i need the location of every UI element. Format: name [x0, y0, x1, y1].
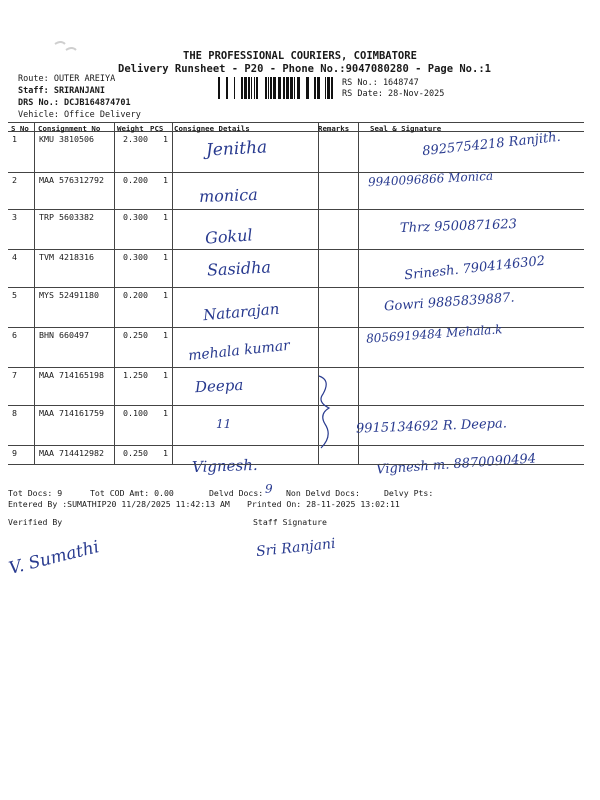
- row-divider: [8, 209, 584, 210]
- barcode: [218, 77, 334, 99]
- barcode-bar: [278, 77, 281, 99]
- row-consignment-no: MAA 576312792: [39, 175, 104, 185]
- delvd-docs-handwritten: 9: [265, 482, 273, 496]
- row-sno: 2: [12, 175, 17, 185]
- row-pcs: 1: [163, 330, 168, 340]
- delvd-docs: Delvd Docs:: [209, 488, 264, 498]
- row-pcs: 1: [163, 290, 168, 300]
- staff-signature: Sri Ranjani: [255, 535, 337, 561]
- barcode-bar: [218, 77, 220, 99]
- col-divider: [358, 122, 359, 464]
- row-divider: [8, 445, 584, 446]
- row-weight: 1.250: [123, 370, 148, 380]
- rs-no: RS No.: 1648747: [342, 78, 419, 88]
- non-delvd-docs: Non Delvd Docs:: [286, 488, 360, 498]
- barcode-bar: [234, 77, 235, 99]
- barcode-bar: [226, 77, 228, 99]
- table-top-line: [8, 122, 584, 123]
- staff-signature-label: Staff Signature: [253, 517, 327, 527]
- printed-on: Printed On: 28-11-2025 13:02:11: [247, 499, 400, 509]
- row-consignment-no: MYS 52491180: [39, 290, 99, 300]
- col-divider: [114, 122, 115, 464]
- ditto-bracket: [313, 374, 337, 454]
- row-consignee-name: monica: [198, 184, 259, 207]
- row-divider: [8, 249, 584, 250]
- barcode-bar: [317, 77, 320, 99]
- col-header-consignment: Consignment No: [38, 124, 101, 133]
- row-signature: Srinesh. 7904146302: [403, 253, 546, 284]
- col-divider: [172, 122, 173, 464]
- row-pcs: 1: [163, 408, 168, 418]
- barcode-bar: [306, 77, 309, 99]
- staff-text: Staff: SRIRANJANI: [18, 86, 105, 96]
- verified-by-label: Verified By: [8, 517, 63, 527]
- verified-signature: V. Sumathi: [6, 537, 102, 579]
- table-bottom-line: [8, 464, 584, 465]
- row-weight: 0.100: [123, 408, 148, 418]
- col-header-weight: Weight: [117, 124, 144, 133]
- row-sno: 7: [12, 370, 17, 380]
- row-consignment-no: TRP 5603382: [39, 212, 94, 222]
- row-signature: Thrz 9500871623: [399, 216, 518, 237]
- row-consignment-no: TVM 4218316: [39, 252, 94, 262]
- punch-mark: [52, 40, 78, 56]
- barcode-bar: [283, 77, 285, 99]
- col-header-seal: Seal & Signature: [370, 124, 442, 133]
- row-divider: [8, 405, 584, 406]
- delvy-pts: Delvy Pts:: [384, 488, 434, 498]
- row-pcs: 1: [163, 448, 168, 458]
- row-consignment-no: MAA 714412982: [39, 448, 104, 458]
- barcode-bar: [273, 77, 276, 99]
- row-weight: 0.300: [123, 212, 148, 222]
- barcode-bar: [290, 77, 293, 99]
- row-consignee-name: Gokul: [204, 225, 254, 248]
- col-header-pcs: PCS: [150, 124, 164, 133]
- row-signature: 8056919484 Mehala.k: [365, 322, 503, 346]
- barcode-bar: [254, 77, 255, 99]
- row-signature: 8925754218 Ranjith.: [421, 129, 562, 160]
- row-consignee-name: Sasidha: [206, 257, 272, 280]
- route-text: Route: OUTER AREIYA: [18, 74, 116, 84]
- vehicle-text: Vehicle: Office Delivery: [18, 110, 141, 120]
- col-header-sno: S No: [11, 124, 29, 133]
- row-pcs: 1: [163, 252, 168, 262]
- row-sno: 3: [12, 212, 17, 222]
- barcode-bar: [268, 77, 269, 99]
- barcode-bar: [248, 77, 250, 99]
- barcode-bar: [331, 77, 333, 99]
- row-consignment-no: MAA 714161759: [39, 408, 104, 418]
- col-header-consignee: Consignee Details: [174, 124, 250, 133]
- row-signature: 9940096866 Monica: [367, 168, 494, 190]
- row-sno: 1: [12, 134, 17, 144]
- row-sno: 4: [12, 252, 17, 262]
- barcode-bar: [325, 77, 326, 99]
- runsheet-subtitle: Delivery Runsheet - P20 - Phone No.:9047080280 - Page No.:1: [118, 63, 491, 75]
- row-pcs: 1: [163, 175, 168, 185]
- company-title: THE PROFESSIONAL COURIERS, COIMBATORE: [183, 50, 417, 62]
- row-consignee-name: Jenitha: [205, 137, 268, 161]
- row-weight: 0.300: [123, 252, 148, 262]
- row-consignee-name: Natarajan: [202, 299, 281, 325]
- drs-text: DRS No.: DCJB164874701: [18, 98, 131, 108]
- row-consignment-no: BHN 660497: [39, 330, 89, 340]
- row-divider: [8, 172, 584, 173]
- barcode-bar: [314, 77, 316, 99]
- row-consignment-no: MAA 714165198: [39, 370, 104, 380]
- row-consignee-name: mehala kumar: [187, 337, 291, 365]
- row-pcs: 1: [163, 212, 168, 222]
- col-header-remarks: Remarks: [318, 124, 350, 133]
- row-divider: [8, 367, 584, 368]
- row-signature: 9915134692 R. Deepa.: [355, 416, 508, 437]
- row-weight: 2.300: [123, 134, 148, 144]
- entered-by: Entered By :SUMATHIP20 11/28/2025 11:42:13 AM: [8, 499, 230, 509]
- row-signature: Gowri 9885839887.: [383, 290, 516, 315]
- barcode-bar: [241, 77, 243, 99]
- barcode-bar: [294, 77, 295, 99]
- barcode-bar: [286, 77, 289, 99]
- row-sno: 6: [12, 330, 17, 340]
- row-consignee-name: Vignesh.: [191, 455, 258, 477]
- barcode-bar: [251, 77, 252, 99]
- barcode-bar: [327, 77, 330, 99]
- row-weight: 0.200: [123, 290, 148, 300]
- row-sno: 8: [12, 408, 17, 418]
- barcode-bar: [297, 77, 300, 99]
- row-consignment-no: KMU 3810506: [39, 134, 94, 144]
- barcode-bar: [270, 77, 272, 99]
- barcode-bar: [265, 77, 267, 99]
- col-divider: [34, 122, 35, 464]
- row-weight: 0.200: [123, 175, 148, 185]
- row-consignee-name: 11: [216, 417, 232, 431]
- row-weight: 0.250: [123, 330, 148, 340]
- row-consignee-name: Deepa: [194, 375, 244, 397]
- row-pcs: 1: [163, 370, 168, 380]
- barcode-bar: [244, 77, 247, 99]
- row-divider: [8, 287, 584, 288]
- row-sno: 5: [12, 290, 17, 300]
- row-weight: 0.250: [123, 448, 148, 458]
- tot-docs: Tot Docs: 9: [8, 488, 63, 498]
- row-pcs: 1: [163, 134, 168, 144]
- row-sno: 9: [12, 448, 17, 458]
- barcode-bar: [256, 77, 258, 99]
- tot-cod: Tot COD Amt: 0.00: [90, 488, 174, 498]
- rs-date: RS Date: 28-Nov-2025: [342, 89, 445, 99]
- row-signature: Vignesh m. 8870090494: [375, 451, 537, 478]
